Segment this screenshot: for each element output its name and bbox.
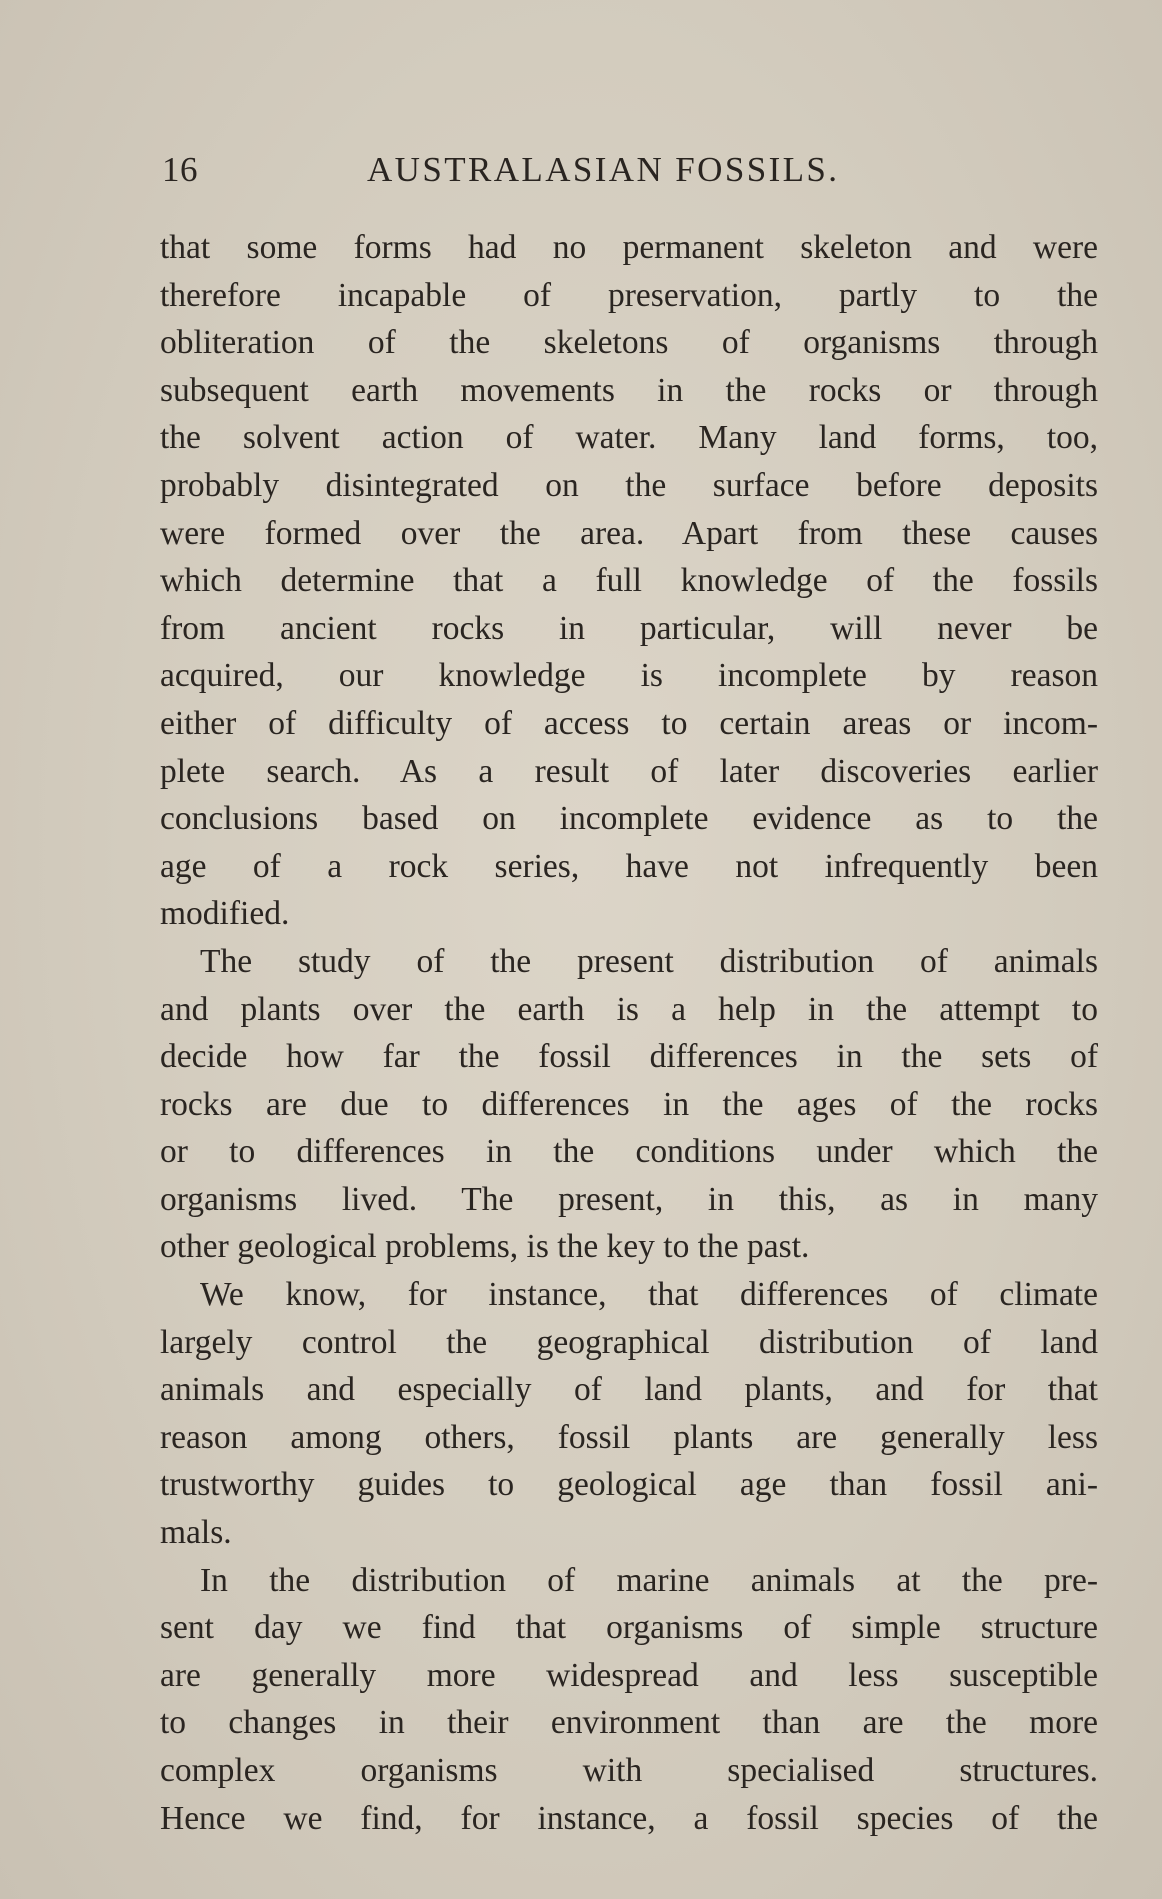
text-line: reason among others, fossil plants are generally less (160, 1418, 1098, 1456)
text-line: other geological problems, is the key to the past. (160, 1228, 810, 1266)
text-line: plete search. As a result of later discoveries earlier (160, 752, 1098, 790)
text-line: sent day we find that organisms of simple structure (160, 1609, 1098, 1647)
text-line: organisms lived. The present, in this, as in many (160, 1180, 1098, 1218)
running-head: AUSTRALASIAN FOSSILS. (367, 150, 840, 189)
text-line: probably disintegrated on the surface before deposits (160, 466, 1098, 504)
text-line: Hence we find, for instance, a fossil species of the (160, 1799, 1098, 1837)
paragraph-first-line: In the distribution of marine animals at the pre- (200, 1561, 1098, 1599)
text-line: complex organisms with specialised structures. (160, 1752, 1098, 1789)
paragraph-first-line: The study of the present distribution of animals (200, 942, 1098, 980)
text-line: are generally more widespread and less susceptible (160, 1656, 1098, 1694)
text-line: to changes in their environment than are the more (160, 1704, 1098, 1742)
body-text (160, 224, 1098, 1842)
text-line: modified. (160, 895, 290, 933)
text-line: age of a rock series, have not infrequently been (160, 847, 1098, 885)
page-header (162, 150, 1096, 200)
text-line: obliteration of the skeletons of organisms through (160, 324, 1098, 362)
text-line: largely control the geographical distribution of land (160, 1323, 1098, 1361)
text-line: conclusions based on incomplete evidence as to the (160, 800, 1098, 838)
text-line: decide how far the fossil differences in the sets of (160, 1038, 1098, 1076)
text-line: animals and especially of land plants, and for that (160, 1371, 1098, 1409)
text-line: rocks are due to differences in the ages of the rocks (160, 1085, 1098, 1123)
text-line: trustworthy guides to geological age than fossil ani- (160, 1466, 1098, 1504)
text-line: which determine that a full knowledge of the fossils (160, 562, 1098, 600)
page-number: 16 (162, 150, 198, 189)
text-line: the solvent action of water. Many land forms, too, (160, 419, 1098, 457)
text-line: or to differences in the conditions under which the (160, 1133, 1098, 1171)
text-line: from ancient rocks in particular, will never be (160, 609, 1098, 647)
text-line: acquired, our knowledge is incomplete by reason (160, 657, 1098, 695)
text-line: either of difficulty of access to certain areas or incom- (160, 704, 1098, 742)
text-line: subsequent earth movements in the rocks or through (160, 371, 1098, 409)
text-line: therefore incapable of preservation, partly to the (160, 276, 1098, 314)
text-line: and plants over the earth is a help in the attempt to (160, 990, 1098, 1028)
text-line: mals. (160, 1514, 232, 1552)
text-line: that some forms had no permanent skeleton and were (160, 229, 1098, 266)
paragraph-first-line: We know, for instance, that differences of climate (200, 1276, 1098, 1314)
text-line: were formed over the area. Apart from these causes (160, 514, 1098, 552)
